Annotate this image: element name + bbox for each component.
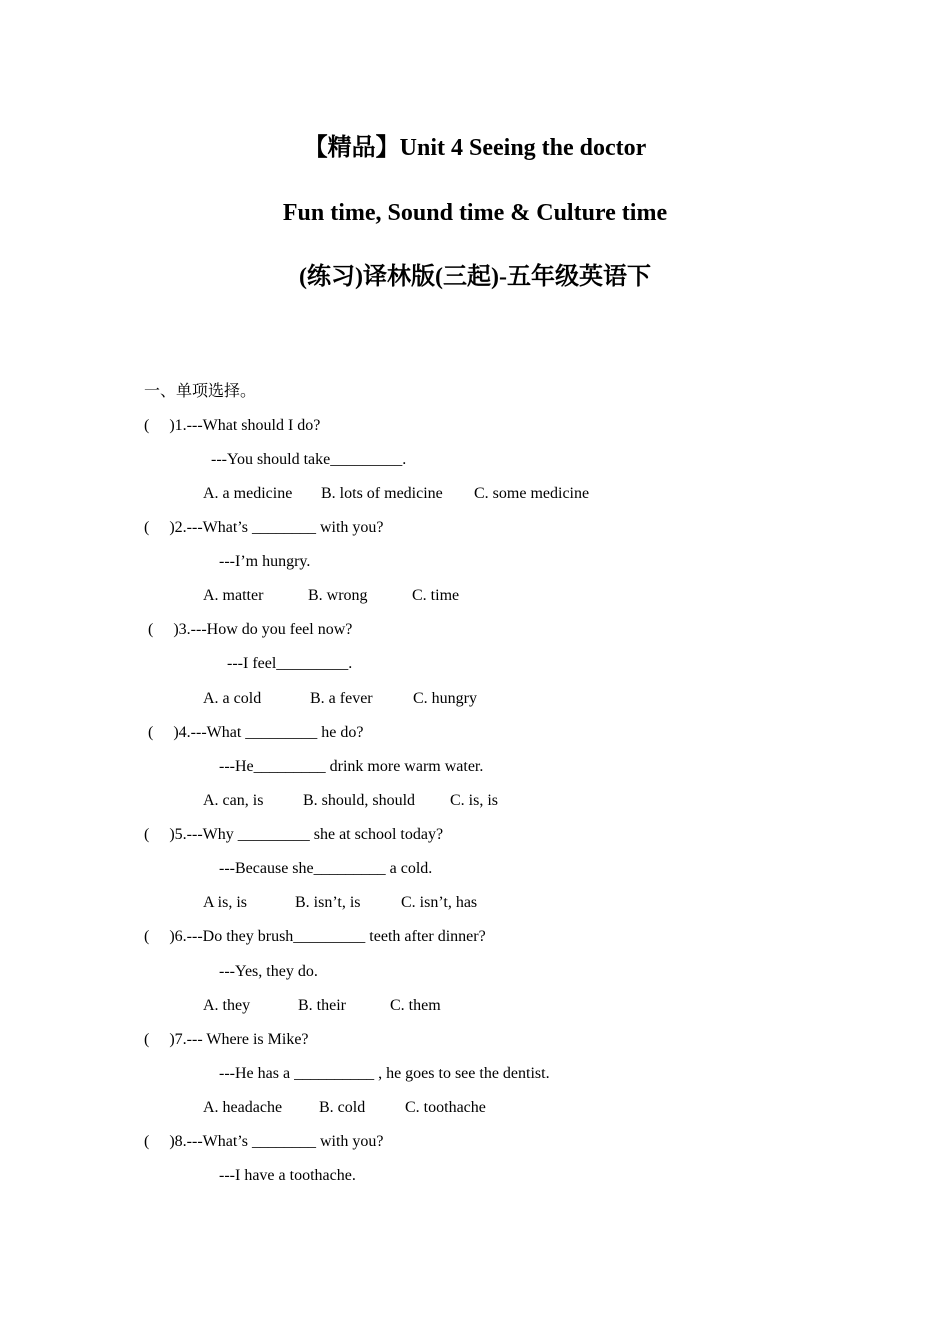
option-a: A. headache (203, 1099, 283, 1116)
section-heading: 一、单项选择。 (144, 383, 257, 400)
option-c: C. hungry (413, 690, 477, 707)
option-c: C. them (390, 997, 441, 1014)
option-c: C. some medicine (474, 485, 590, 502)
option-c: C. isn’t, has (401, 894, 478, 911)
question-prompt: ( )7.--- Where is Mike? (144, 1031, 309, 1048)
option-b: B. cold (319, 1099, 366, 1116)
option-a: A. can, is (203, 792, 264, 809)
option-b: B. a fever (310, 690, 373, 707)
option-b: B. lots of medicine (321, 485, 443, 502)
title-line-1: 【精品】Unit 4 Seeing the doctor (303, 135, 647, 161)
option-b: B. isn’t, is (295, 894, 361, 911)
option-c: C. time (412, 587, 460, 604)
option-b: B. their (298, 997, 346, 1014)
option-b: B. wrong (308, 587, 368, 604)
question-answer: ---I feel_________. (227, 655, 353, 672)
question-answer: ---He has a __________ , he goes to see the dentist. (219, 1065, 550, 1082)
question-prompt: ( )2.---What’s ________ with you? (144, 519, 384, 536)
question-answer: ---Because she_________ a cold. (219, 860, 433, 877)
option-c: C. toothache (405, 1099, 486, 1116)
question-answer: ---Yes, they do. (219, 963, 318, 980)
question-prompt: ( )5.---Why _________ she at school today? (144, 826, 444, 843)
option-a: A. matter (203, 587, 264, 604)
option-a: A. a cold (203, 690, 262, 707)
title-line-2: Fun time, Sound time & Culture time (282, 200, 668, 226)
question-prompt: ( )4.---What _________ he do? (148, 724, 364, 741)
question-answer: ---You should take_________. (211, 451, 407, 468)
title-line-3: (练习)译林版(三起)-五年级英语下 (299, 264, 651, 290)
option-c: C. is, is (450, 792, 499, 809)
question-prompt: ( )3.---How do you feel now? (148, 621, 353, 638)
question-prompt: ( )1.---What should I do? (144, 417, 321, 434)
option-a: A. a medicine (203, 485, 293, 502)
option-a: A is, is (203, 894, 248, 911)
question-prompt: ( )6.---Do they brush_________ teeth after dinner? (144, 928, 486, 945)
option-a: A. they (203, 997, 251, 1014)
question-answer: ---I’m hungry. (219, 553, 311, 570)
question-prompt: ( )8.---What’s ________ with you? (144, 1133, 384, 1150)
option-b: B. should, should (303, 792, 416, 809)
question-answer: ---He_________ drink more warm water. (219, 758, 484, 775)
question-answer: ---I have a toothache. (219, 1167, 356, 1184)
